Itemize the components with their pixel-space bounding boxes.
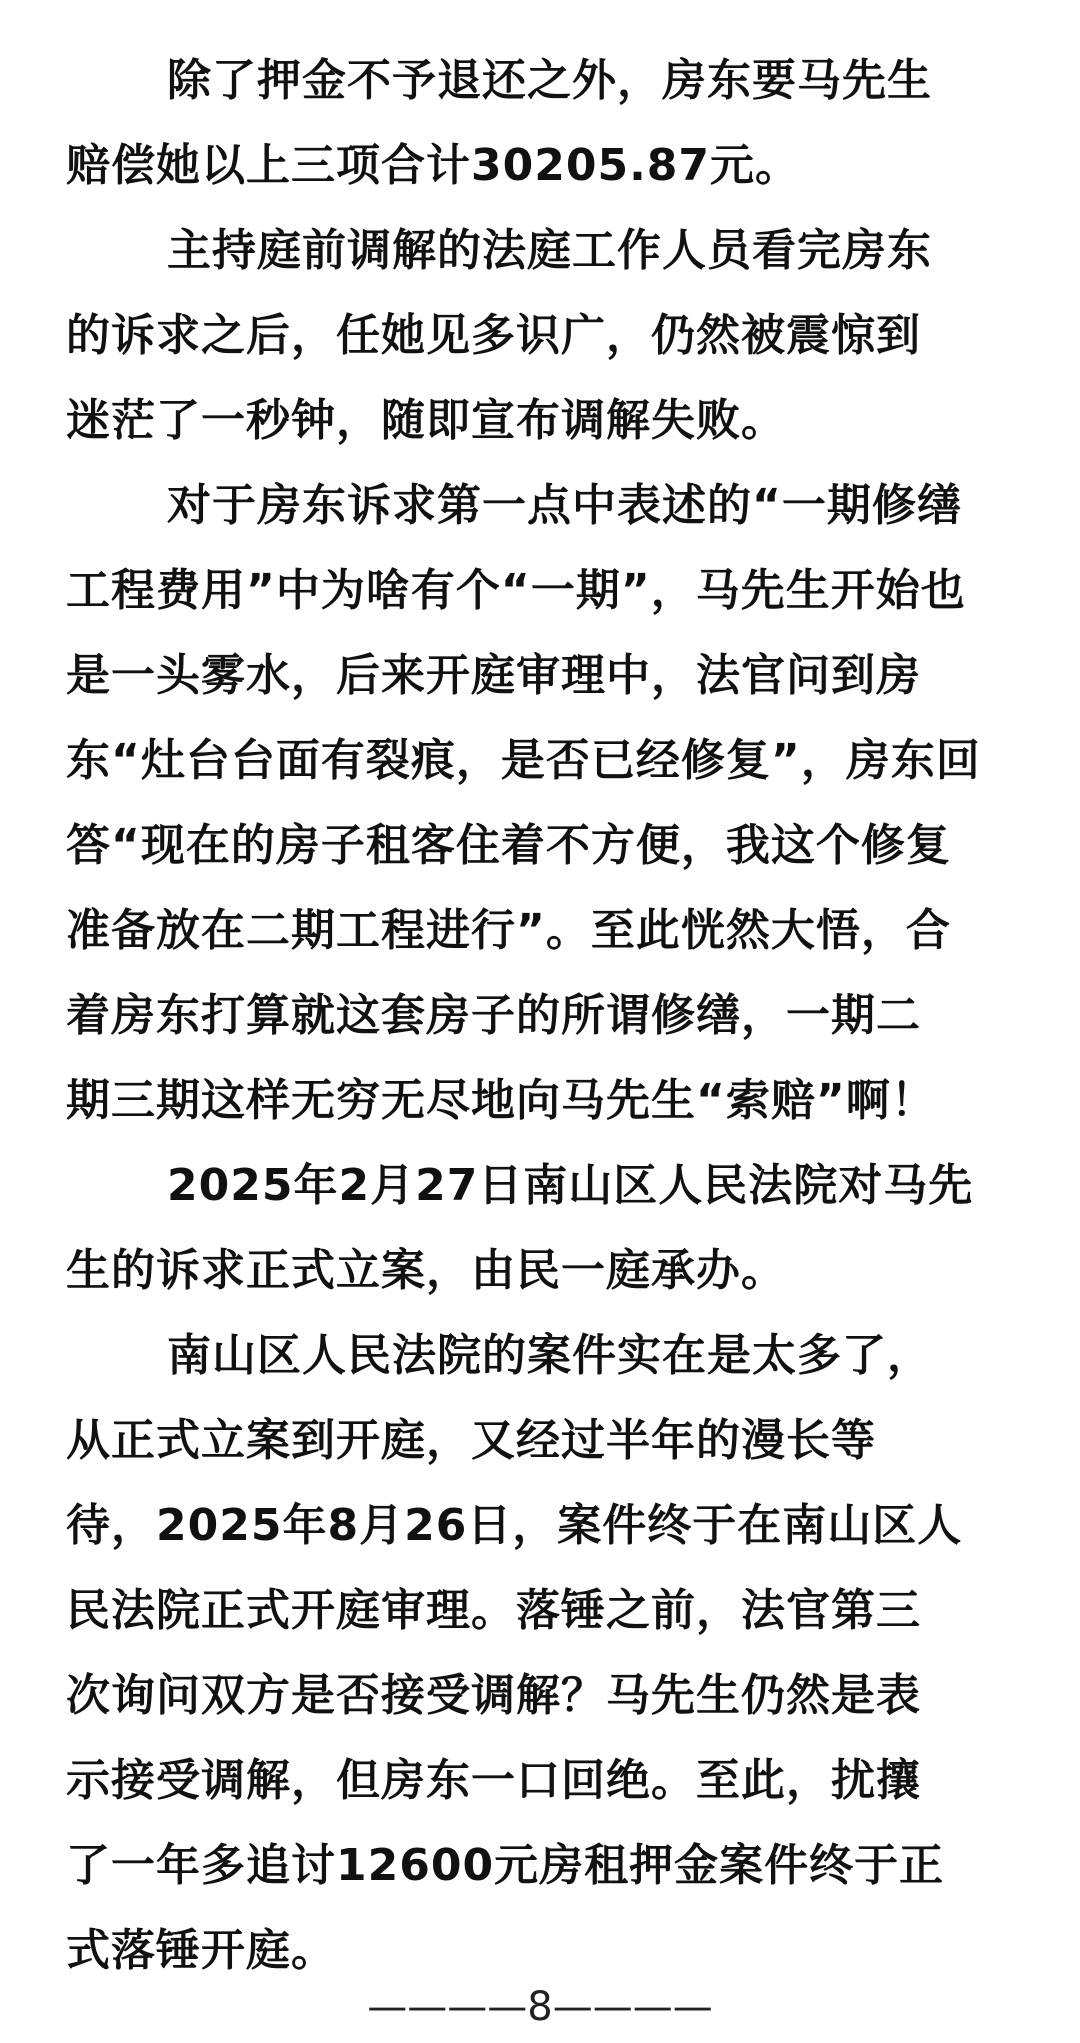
text-line: 南山区人民法院的案件实在是太多了， — [167, 1330, 932, 1381]
text-line: 生的诉求正式立案，由民一庭承办。 — [66, 1245, 786, 1296]
paragraph-deposit-compensation — [66, 38, 1026, 208]
text-line: 准备放在二期工程进行”。至此恍然大悟，合 — [66, 905, 951, 956]
text-line: 是一头雾水，后来开庭审理中，法官问到房 — [66, 650, 921, 701]
text-line: 从正式立案到开庭，又经过半年的漫长等 — [66, 1415, 876, 1466]
text-line: 待，2025年8月26日，案件终于在南山区人 — [66, 1500, 963, 1551]
text-line: 主持庭前调解的法庭工作人员看完房东 — [167, 225, 932, 276]
text-line: 工程费用”中为啥有个“一期”，马先生开始也 — [66, 565, 966, 616]
text-line: 了一年多追讨12600元房租押金案件终于正 — [66, 1840, 945, 1891]
paragraph-phase-one-repairs — [66, 463, 1026, 1143]
text-line: 东“灶台台面有裂痕，是否已经修复”，房东回 — [66, 735, 981, 786]
paragraph-court-hearing — [66, 1313, 1026, 1993]
text-line: 对于房东诉求第一点中表述的“一期修缮 — [167, 480, 962, 531]
page-number-marker: ————8———— — [367, 1984, 713, 2030]
text-line: 答“现在的房子租客住着不方便，我这个修复 — [66, 820, 951, 871]
text-line: 迷茫了一秒钟，随即宣布调解失败。 — [66, 395, 786, 446]
document-body — [66, 38, 1026, 1993]
text-line: 2025年2月27日南山区人民法院对马先 — [167, 1160, 974, 1211]
text-line: 除了押金不予退还之外，房东要马先生 — [167, 55, 932, 106]
text-line: 着房东打算就这套房子的所谓修缮，一期二 — [66, 990, 921, 1041]
text-line: 式落锤开庭。 — [66, 1925, 336, 1976]
text-line: 示接受调解，但房东一口回绝。至此，扰攘 — [66, 1755, 921, 1806]
text-line: 赔偿她以上三项合计30205.87元。 — [66, 140, 801, 191]
text-line: 民法院正式开庭审理。落锤之前，法官第三 — [66, 1585, 921, 1636]
paragraph-mediation-failed — [66, 208, 1026, 463]
text-line: 次询问双方是否接受调解？马先生仍然是表 — [66, 1670, 921, 1721]
text-line: 期三期这样无穷无尽地向马先生“索赔”啊！ — [66, 1075, 936, 1126]
paragraph-case-filed — [66, 1143, 1026, 1313]
text-line: 的诉求之后，任她见多识广，仍然被震惊到 — [66, 310, 921, 361]
